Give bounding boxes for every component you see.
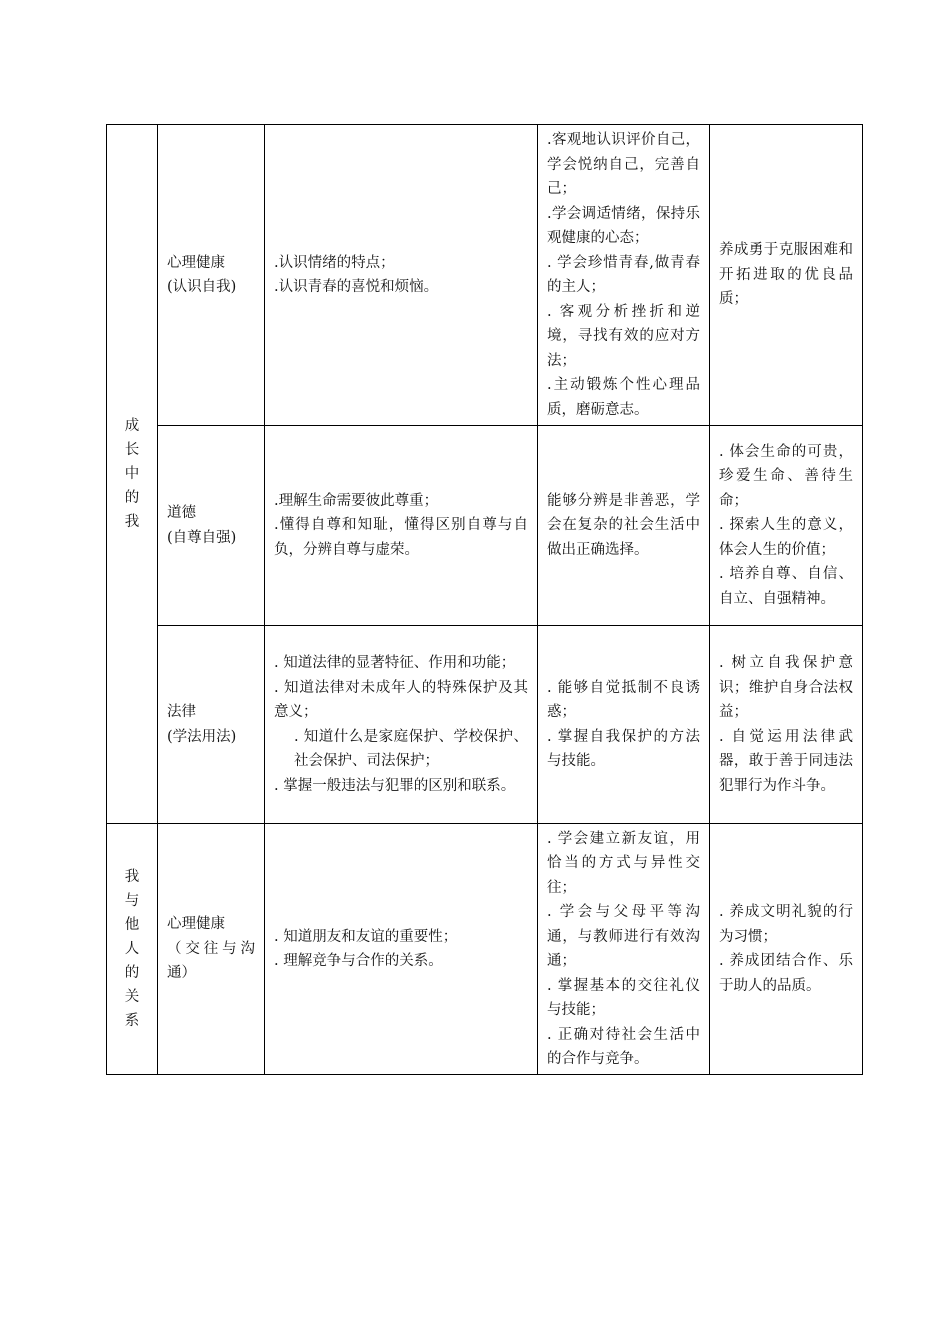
ability-item: .学会调适情绪，保持乐观健康的心态； [547, 205, 700, 246]
knowledge-item: .理解生命需要彼此尊重； [274, 492, 439, 509]
table-row [107, 125, 863, 426]
subject-label: 心理健康 [167, 254, 225, 271]
knowledge-item: . 理解竞争与合作的关系。 [274, 953, 443, 969]
ability-cell [538, 824, 710, 1075]
subject-cell [158, 125, 265, 426]
subject-cell [158, 824, 265, 1075]
knowledge-item: . 知道什么是家庭保护、学校保护、社会保护、司法保护； [294, 728, 528, 769]
attitude-item: . 自觉运用法律武器，敢于善于同违法犯罪行为作斗争。 [719, 728, 853, 794]
subject-topic: (自尊自强) [167, 529, 237, 546]
section-title-me-and-others: 我 与 他 人 的 关 系 [107, 824, 158, 1075]
ability-item: . 客观分析挫折和逆境，寻找有效的应对方法； [547, 303, 700, 369]
ability-item: . 学会珍惜青春,做青春的主人； [547, 254, 700, 295]
subject-cell [158, 426, 265, 626]
ability-cell [538, 426, 710, 626]
subject-topic: （交往与沟通） [167, 940, 255, 982]
section-title-growing-me: 成 长 中 的 我 [107, 125, 158, 824]
subject-topic: (学法用法) [167, 728, 237, 745]
knowledge-cell [265, 824, 538, 1075]
subject-label: 法律 [167, 704, 196, 720]
subject-label: 道德 [167, 505, 196, 521]
subject-topic: (认识自我) [167, 279, 237, 295]
knowledge-cell [265, 426, 538, 626]
attitude-item: 养成勇于克服困难和开拓进取的优良品质； [719, 242, 853, 308]
knowledge-cell [265, 125, 538, 426]
knowledge-item: .认识青春的喜悦和烦恼。 [274, 279, 439, 295]
ability-item: . 学会建立新友谊，用恰当的方式与异性交往； [547, 830, 700, 896]
ability-item: . 掌握基本的交往礼仪与技能； [547, 977, 700, 1018]
attitude-item: . 探索人生的意义，体会人生的价值； [719, 517, 853, 558]
knowledge-item: . 掌握一般违法与犯罪的区别和联系。 [274, 777, 516, 794]
attitude-item: . 培养自尊、自信、自立、自强精神。 [719, 566, 853, 607]
attitude-cell [710, 626, 863, 824]
ability-item: .客观地认识评价自己，学会悦纳自己，完善自己； [547, 132, 700, 197]
attitude-cell [710, 824, 863, 1075]
ability-item: . 能够自觉抵制不良诱惑； [547, 679, 700, 720]
ability-item: 能够分辨是非善恶，学会在复杂的社会生活中做出正确选择。 [547, 492, 700, 558]
attitude-cell [710, 125, 863, 426]
ability-item: . 正确对待社会生活中的合作与竞争。 [547, 1026, 700, 1067]
ability-item: .主动锻炼个性心理品质，磨砺意志。 [547, 377, 700, 418]
ability-item: . 学会与父母平等沟通，与教师进行有效沟通； [547, 904, 700, 969]
knowledge-item: . 知道法律对未成年人的特殊保护及其意义； [274, 679, 528, 720]
table-row [107, 824, 863, 1075]
attitude-item: . 养成团结合作、乐于助人的品质。 [719, 953, 853, 994]
attitude-item: . 养成文明礼貌的行为习惯； [719, 904, 853, 945]
attitude-cell [710, 426, 863, 626]
attitude-item: . 树立自我保护意识；维护自身合法权益； [719, 655, 853, 720]
subject-cell [158, 626, 265, 824]
knowledge-item: .懂得自尊和知耻，懂得区别自尊与自负，分辨自尊与虚荣。 [274, 517, 528, 558]
table-row [107, 426, 863, 626]
knowledge-item: .认识情绪的特点； [274, 254, 395, 271]
attitude-item: . 体会生命的可贵，珍爱生命、善待生命； [719, 443, 853, 509]
ability-cell [538, 626, 710, 824]
knowledge-cell [265, 626, 538, 824]
ability-cell [538, 125, 710, 426]
curriculum-table [106, 124, 863, 1075]
table-row [107, 626, 863, 824]
knowledge-item: . 知道法律的显著特征、作用和功能； [274, 655, 516, 671]
subject-label: 心理健康 [167, 916, 225, 933]
knowledge-item: . 知道朋友和友谊的重要性； [274, 928, 458, 945]
ability-item: . 掌握自我保护的方法与技能。 [547, 728, 700, 769]
